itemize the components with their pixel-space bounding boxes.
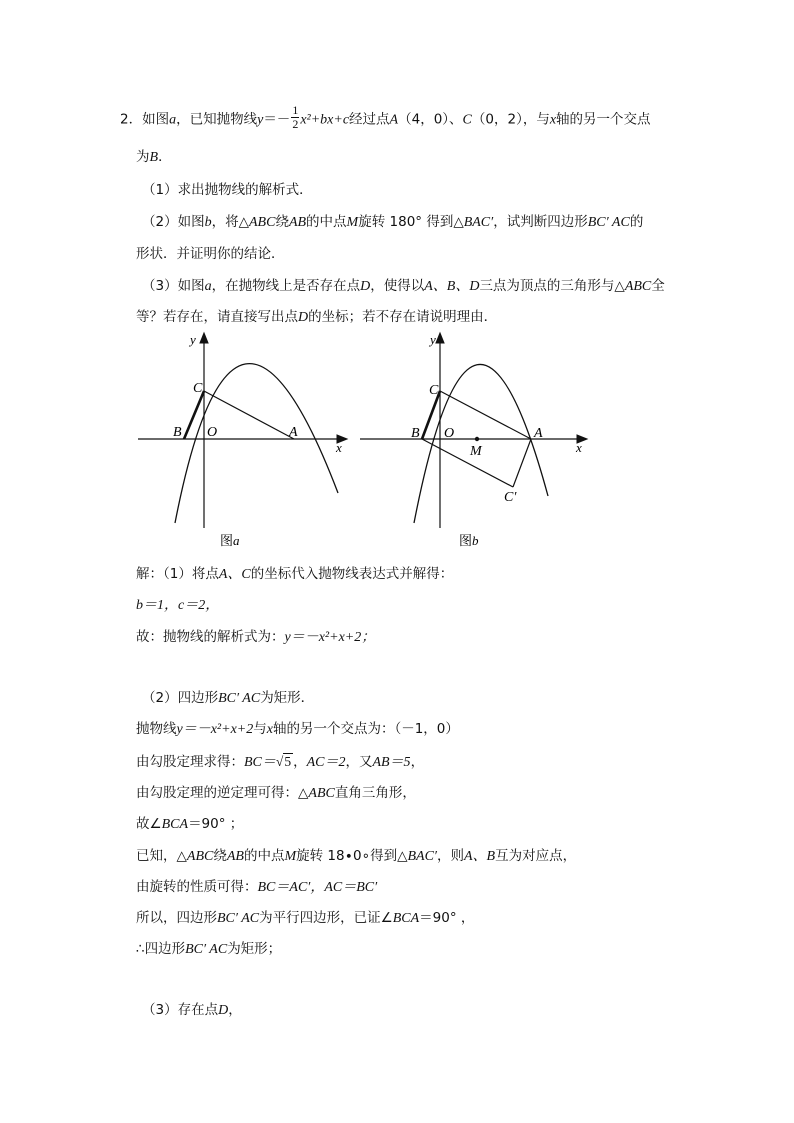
solution-part-2-line-7: 所以，四边形BC′ AC为平行四边形，已证∠BCA＝90° ， <box>136 910 475 926</box>
question-2-line-2: 形状．并证明你的结论． <box>136 246 285 262</box>
solution-part-2-line-1: 抛物线y＝－x²+x+2与x轴的另一个交点为：（－1，0） <box>136 721 459 737</box>
solution-part-1-line-1: 解：（1）将点A、C的坐标代入抛物线表达式并解得： <box>136 566 454 582</box>
figure-a <box>130 328 360 553</box>
solution-part-2-line-8: ∴四边形BC′ AC为矩形； <box>136 941 282 957</box>
label-O: O <box>444 426 455 441</box>
solution-part-1-line-3: 故：抛物线的解析式为：y＝－x²+x+2； <box>136 629 376 645</box>
figure-b <box>354 328 594 553</box>
point-M <box>475 437 479 441</box>
solution-part-2-line-4: 故∠BCA＝90° ； <box>136 816 244 832</box>
solution-part-2-line-5: 已知，△ABC绕AB的中点M旋转 18∙0∘得到△BAC′，则A、B互为对应点， <box>136 848 577 864</box>
question-2-line-1: （2）如图b，将△ABC绕AB的中点M旋转 180° 得到△BAC′，试判断四边形BC′ AC的 <box>142 214 644 230</box>
label-y: y <box>430 332 436 347</box>
segment-BC <box>184 391 204 439</box>
label-y: y <box>190 332 196 347</box>
solution-part-2-line-2: 由勾股定理求得：BC＝√5 ，AC＝2，又AB＝5， <box>136 754 425 770</box>
solution-part-1-line-2: b＝1，c＝2， <box>136 598 220 613</box>
solution-part-2-heading: （2）四边形BC′ AC为矩形． <box>142 690 315 706</box>
label-A: A <box>289 425 298 440</box>
label-O: O <box>207 425 218 440</box>
solution-part-3-line-1: （3）存在点D， <box>142 1002 242 1018</box>
figure-a-caption: 图a <box>220 533 240 549</box>
label-B: B <box>173 425 182 440</box>
segment-CA <box>204 391 294 439</box>
sqrt-5: 5 <box>284 754 292 769</box>
label-x: x <box>336 440 342 455</box>
segment-AC2 <box>513 439 531 487</box>
segment-C2B <box>422 439 513 487</box>
label-B: B <box>411 426 420 441</box>
question-3-line-2: 等？若存在，请直接写出点D的坐标；若不存在请说明理由． <box>136 309 498 325</box>
problem-line-1: 2．如图a，已知抛物线y＝－ $\frac{1}{2}$ x²+bx+c经过点A（4，0）、C（0，2），与x轴的另一个交点 <box>120 103 651 131</box>
segment-BC <box>422 391 440 439</box>
fraction-one-half: $\frac{1}{2}$ <box>292 103 299 131</box>
question-1: （1）求出抛物线的解析式． <box>142 182 313 198</box>
label-C: C <box>429 383 439 398</box>
problem-line-2: 为B． <box>136 149 172 165</box>
figure-b-caption: 图b <box>459 533 479 549</box>
label-C-prime: C′ <box>504 490 517 505</box>
question-3-line-1: （3）如图a，在抛物线上是否存在点D，使得以A、B、D三点为顶点的三角形与△ABC全 <box>142 278 665 294</box>
label-x: x <box>576 440 582 455</box>
solution-part-2-line-6: 由旋转的性质可得：BC＝AC′，AC＝BC′ <box>136 879 378 895</box>
label-M: M <box>470 444 482 459</box>
problem-number: 2． <box>120 111 143 128</box>
solution-part-2-line-3: 由勾股定理的逆定理可得：△ABC直角三角形， <box>136 785 416 801</box>
label-C: C <box>193 381 203 396</box>
label-A: A <box>534 426 543 441</box>
